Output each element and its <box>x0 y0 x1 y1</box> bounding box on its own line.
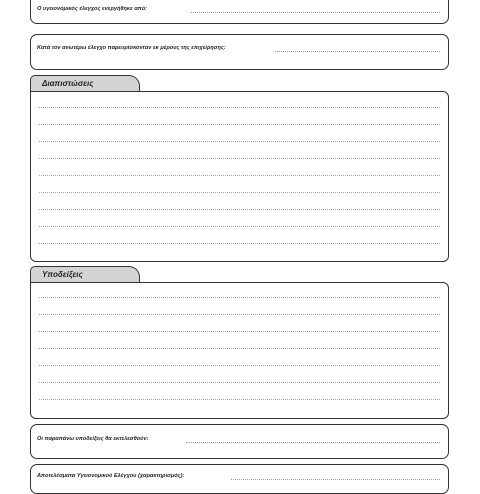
findings-line[interactable] <box>39 107 440 108</box>
recommendations-deadline-label: Οι παραπάνω υποδείξεις θα εκτελεσθούν: <box>37 436 149 442</box>
inspection-performed-by-box <box>30 0 449 24</box>
findings-line[interactable] <box>39 124 440 125</box>
inspection-results-label: Αποτελέσματα Υγειονομικού Ελέγχου (χαρακτηρισμός): <box>37 473 185 479</box>
recommendations-deadline-input-line[interactable] <box>186 442 440 443</box>
inspection-performed-by-label: Ο υγειονομικός έλεγχος ενεργήθηκε από: <box>37 6 148 12</box>
recommendations-line[interactable] <box>39 399 440 400</box>
recommendations-line[interactable] <box>39 348 440 349</box>
recommendations-line[interactable] <box>39 314 440 315</box>
recommendations-line[interactable] <box>39 297 440 298</box>
findings-line[interactable] <box>39 243 440 244</box>
findings-line[interactable] <box>39 192 440 193</box>
recommendations-line[interactable] <box>39 382 440 383</box>
recommendations-deadline-box <box>30 424 449 459</box>
inspection-results-box <box>30 464 449 494</box>
recommendations-line[interactable] <box>39 365 440 366</box>
business-representatives-input-line[interactable] <box>275 51 440 52</box>
findings-line[interactable] <box>39 209 440 210</box>
findings-line[interactable] <box>39 175 440 176</box>
findings-section-tab <box>30 75 140 92</box>
business-representatives-label: Κατά τον ανωτέρω έλεγχο παρευρίσκονταν εκ μέρους της επιχείρησης: <box>37 45 226 51</box>
recommendations-panel[interactable] <box>30 282 449 419</box>
findings-line[interactable] <box>39 226 440 227</box>
business-representatives-box <box>30 34 449 70</box>
recommendations-section-title: Υποδείξεις <box>42 270 83 279</box>
inspection-performed-by-input-line[interactable] <box>191 12 440 13</box>
recommendations-line[interactable] <box>39 331 440 332</box>
findings-section-title: Διαπιστώσεις <box>42 79 94 88</box>
findings-line[interactable] <box>39 141 440 142</box>
findings-line[interactable] <box>39 158 440 159</box>
findings-panel[interactable] <box>30 91 449 262</box>
recommendations-section-tab <box>30 266 140 283</box>
